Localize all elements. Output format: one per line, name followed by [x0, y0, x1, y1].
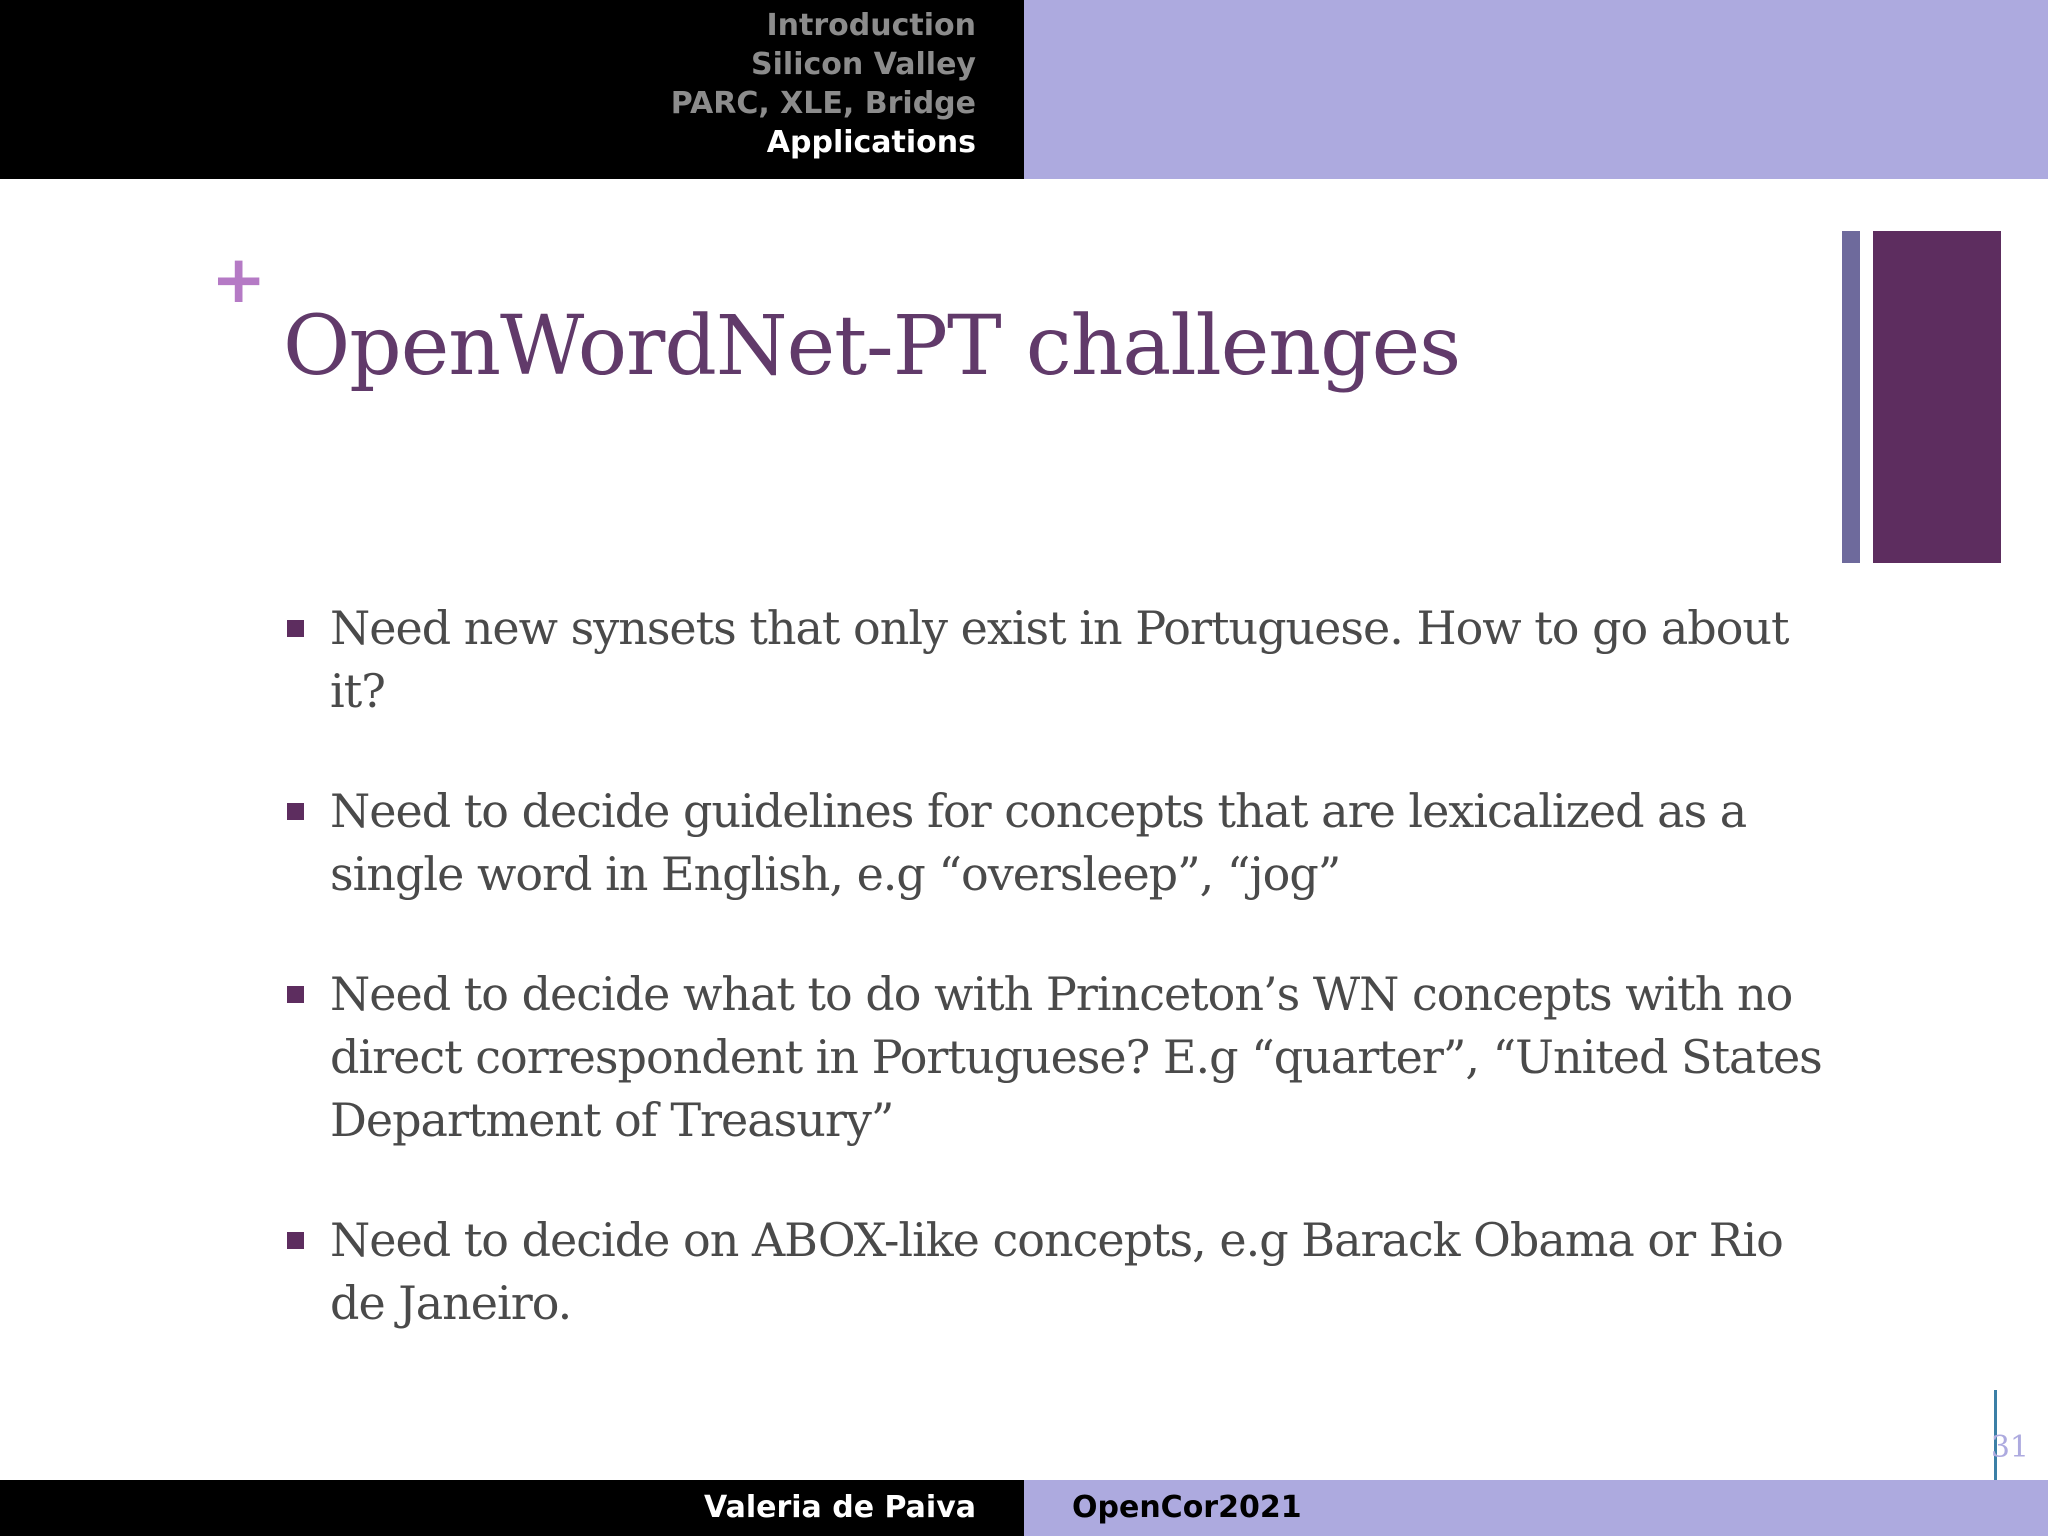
- square-bullet-icon: [287, 986, 304, 1003]
- bullet-text: Need to decide what to do with Princeton’s WN concepts with no direct correspondent in Portuguese? E.g “quarter”, “United States Department of Treasury”: [330, 967, 1822, 1147]
- header-left-panel: [0, 0, 1024, 179]
- bullet-text: Need new synsets that only exist in Portuguese. How to go about it?: [330, 601, 1789, 718]
- footer-author: Valeria de Paiva: [704, 1490, 976, 1525]
- nav-item-introduction[interactable]: Introduction: [766, 8, 976, 43]
- list-item: [283, 963, 1843, 1152]
- bullet-list: [283, 597, 1843, 1392]
- slide-title: OpenWordNet-PT challenges: [283, 299, 1461, 394]
- footer-right-panel: [1024, 1480, 2048, 1536]
- list-item: [283, 597, 1843, 723]
- bullet-text: Need to decide on ABOX-like concepts, e.g Barack Obama or Rio de Janeiro.: [330, 1213, 1783, 1330]
- square-bullet-icon: [287, 803, 304, 820]
- page-number: 31: [1990, 1430, 2029, 1465]
- section-navigation: [671, 6, 976, 162]
- footer-event: OpenCor2021: [1072, 1490, 1302, 1525]
- list-item: [283, 1209, 1843, 1335]
- decorative-bar-thin: [1842, 231, 1860, 563]
- slide-content: [0, 179, 2048, 1480]
- square-bullet-icon: [287, 1232, 304, 1249]
- nav-item-parc-xle-bridge[interactable]: PARC, XLE, Bridge: [670, 86, 976, 121]
- list-item: [283, 780, 1843, 906]
- footer-left-panel: [0, 1480, 1024, 1536]
- bullet-text: Need to decide guidelines for concepts that are lexicalized as a single word in English, e.g “oversleep”, “jog”: [330, 784, 1747, 901]
- plus-icon: +: [211, 241, 267, 318]
- header-right-panel: [1024, 0, 2048, 179]
- decorative-bar-wide: [1873, 231, 2001, 563]
- square-bullet-icon: [287, 620, 304, 637]
- nav-item-silicon-valley[interactable]: Silicon Valley: [751, 47, 976, 82]
- nav-item-applications[interactable]: Applications: [766, 125, 976, 160]
